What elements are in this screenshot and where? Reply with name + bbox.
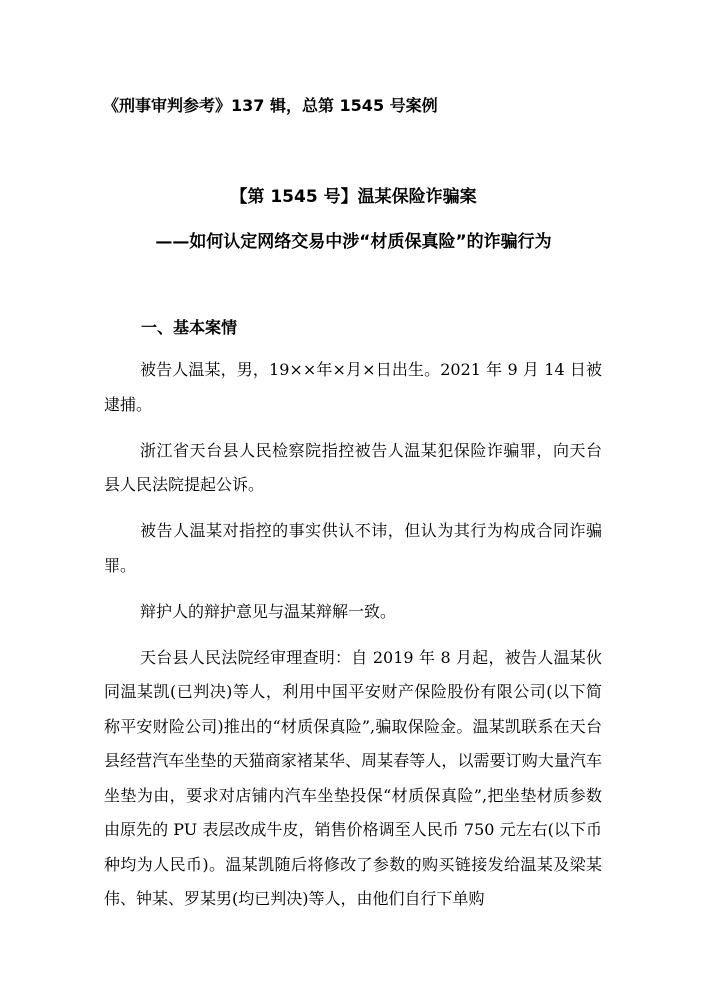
case-title: 【第 1545 号】温某保险诈骗案 (230, 187, 477, 207)
paragraph: 天台县人民法院经审理查明：自 2019 年 8 月起，被告人温某伙同温某凯(已判决)等人，利用中国平安财产保险股份有限公司(以下简称平安财险公司)推出的“材质保真险”,骗取保险金。温某凯联系在天台县经营汽车坐垫的天猫商家褚某华、周某春等人，以需要订购大量汽车坐垫为由，要求对店铺内汽车坐垫投保“材质保真险”,把坐垫材质参数由原先的 PU 表层改成牛皮，销售价格调至人民币 750 元左右(以下币种均为人民币)。温某凯随后将修改了参数的购买链接发给温某及梁某伟、钟某、罗某男(均已判决)等人，由他们自行下单购 (104, 647, 602, 908)
paragraph: 被告人温某对指控的事实供认不讳，但认为其行为构成合同诈骗罪。 (104, 521, 602, 575)
document-body (104, 353, 602, 928)
case-reference-header: 《刑事审判参考》137 辑，总第 1545 号案例 (103, 96, 438, 115)
paragraph: 浙江省天台县人民检察院指控被告人温某犯保险诈骗罪，向天台县人民法院提起公诉。 (104, 440, 602, 494)
paragraph: 辩护人的辩护意见与温某辩解一致。 (140, 601, 397, 621)
case-subtitle: ——如何认定网络交易中涉“材质保真险”的诈骗行为 (155, 232, 552, 252)
section-heading-basic-facts: 一、基本案情 (141, 318, 238, 337)
paragraph: 被告人温某，男，19××年×月×日出生。2021 年 9 月 14 日被逮捕。 (104, 360, 602, 414)
